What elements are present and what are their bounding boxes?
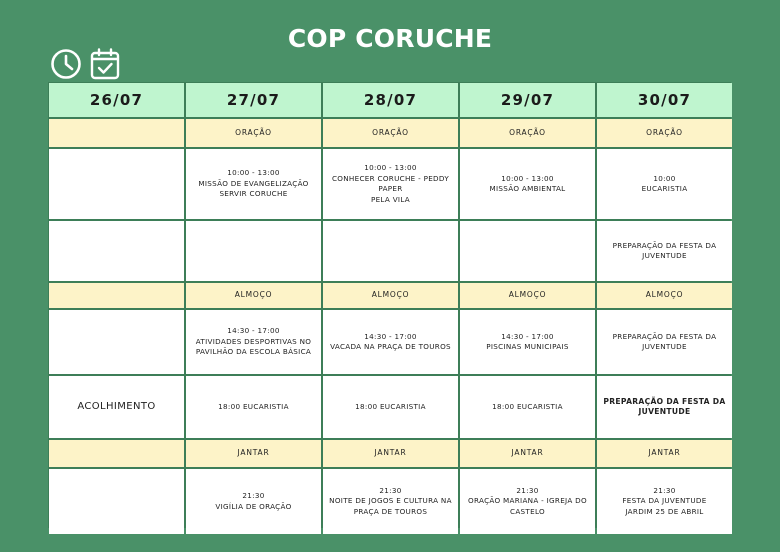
day-header: 28/07 — [323, 83, 458, 117]
day-header: 27/07 — [186, 83, 321, 117]
schedule-cell: PREPARAÇÃO DA FESTA DA JUVENTUDE — [597, 310, 732, 374]
band-cell: ALMOÇO — [597, 283, 732, 308]
clock-icon — [50, 48, 82, 80]
band-cell: ORAÇÃO — [597, 119, 732, 147]
schedule-cell: 10:00 - 13:00 MISSÃO AMBIENTAL — [460, 149, 595, 219]
band-cell: ORAÇÃO — [460, 119, 595, 147]
schedule-cell: 10:00 - 13:00 CONHECER CORUCHE - PEDDY PAPER PELA VILA — [323, 149, 458, 219]
schedule-cell — [49, 149, 184, 219]
schedule-cell: 21:30 ORAÇÃO MARIANA - IGREJA DO CASTELO — [460, 469, 595, 534]
schedule-cell: 21:30 VIGÍLIA DE ORAÇÃO — [186, 469, 321, 534]
schedule-cell: 14:30 - 17:00 PISCINAS MUNICIPAIS — [460, 310, 595, 374]
schedule-cell: 10:00 - 13:00 MISSÃO DE EVANGELIZAÇÃO SERVIR CORUCHE — [186, 149, 321, 219]
schedule-cell: PREPARAÇÃO DA FESTA DA JUVENTUDE — [597, 376, 732, 438]
schedule-cell — [323, 221, 458, 281]
schedule-cell: 14:30 - 17:00 VACADA NA PRAÇA DE TOUROS — [323, 310, 458, 374]
band-cell: ALMOÇO — [186, 283, 321, 308]
day-header: 26/07 — [49, 83, 184, 117]
schedule-cell — [49, 310, 184, 374]
day-header: 29/07 — [460, 83, 595, 117]
schedule-cell — [49, 221, 184, 281]
schedule-cell — [460, 221, 595, 281]
schedule-table — [48, 82, 731, 528]
day-header: 30/07 — [597, 83, 732, 117]
schedule-cell: ACOLHIMENTO — [49, 376, 184, 438]
band-cell: ORAÇÃO — [323, 119, 458, 147]
schedule-cell: 14:30 - 17:00 ATIVIDADES DESPORTIVAS NO PAVILHÃO DA ESCOLA BÁSICA — [186, 310, 321, 374]
schedule-cell: 21:30 NOITE DE JOGOS E CULTURA NA PRAÇA DE TOUROS — [323, 469, 458, 534]
band-cell: ORAÇÃO — [186, 119, 321, 147]
band-cell — [49, 283, 184, 308]
schedule-cell: 18:00 EUCARISTIA — [323, 376, 458, 438]
schedule-cell — [186, 221, 321, 281]
band-cell — [49, 440, 184, 467]
band-cell: ALMOÇO — [323, 283, 458, 308]
band-cell — [49, 119, 184, 147]
band-cell: JANTAR — [323, 440, 458, 467]
schedule-cell — [49, 469, 184, 534]
band-cell: JANTAR — [460, 440, 595, 467]
schedule-cell: 21:30 FESTA DA JUVENTUDE JARDIM 25 DE ABRIL — [597, 469, 732, 534]
band-cell: ALMOÇO — [460, 283, 595, 308]
schedule-cell: PREPARAÇÃO DA FESTA DA JUVENTUDE — [597, 221, 732, 281]
schedule-cell: 18:00 EUCARISTIA — [186, 376, 321, 438]
band-cell: JANTAR — [186, 440, 321, 467]
band-cell: JANTAR — [597, 440, 732, 467]
page-title: COP CORUCHE — [287, 24, 493, 53]
calendar-check-icon — [90, 48, 120, 80]
schedule-cell: 10:00 EUCARISTIA — [597, 149, 732, 219]
schedule-cell: 18:00 EUCARISTIA — [460, 376, 595, 438]
